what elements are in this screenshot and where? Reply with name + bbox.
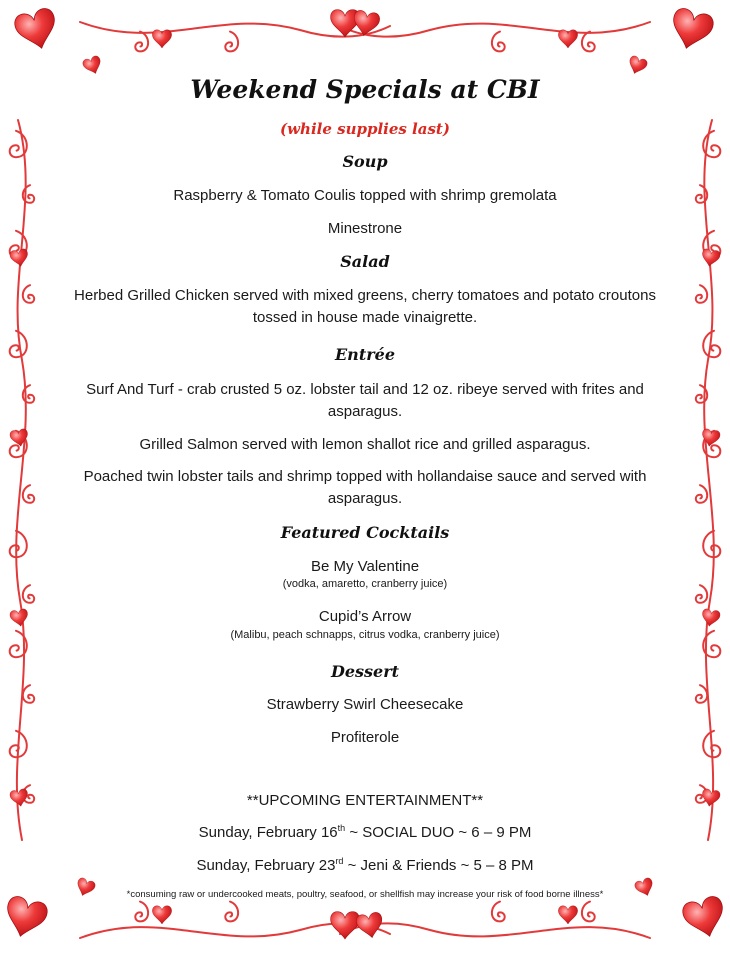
entertainment-heading: **UPCOMING ENTERTAINMENT** [246,792,484,809]
menu-item-entree-1-line2: asparagus. [327,403,403,420]
entertainment-event-1: Sunday, February 16th ~ SOCIAL DUO ~ 6 – 9 PM [198,823,532,841]
menu-subtitle: (while supplies last) [280,120,450,138]
food-safety-disclaimer: *consuming raw or undercooked meats, poultry, seafood, or shellfish may increase your risk of food borne illness* [126,889,604,900]
cocktail-name-2: Cupid’s Arrow [318,608,412,625]
cocktail-name-1: Be My Valentine [310,558,420,575]
menu-item-entree-1-line1: Surf And Turf - crab crusted 5 oz. lobster tail and 12 oz. ribeye served with frites and [86,381,644,398]
section-heading-dessert: Dessert [330,662,400,681]
section-heading-cocktails: Featured Cocktails [280,523,450,542]
section-heading-entree: Entrée [334,345,395,364]
menu-item-salad-1-line2: tossed in house made vinaigrette. [252,309,478,326]
menu-item-soup-1: Raspberry & Tomato Coulis topped with shrimp gremolata [173,187,557,204]
menu-title: Weekend Specials at CBI [190,75,540,104]
entertainment-event-2: Sunday, February 23rd ~ Jeni & Friends ~ 5 – 8 PM [196,856,534,874]
menu-item-entree-3-line2: asparagus. [327,490,403,507]
cocktail-ingredients-2: (Malibu, peach schnapps, citrus vodka, cranberry juice) [230,629,500,641]
menu-item-dessert-2: Profiterole [330,729,400,746]
menu-item-entree-2: Grilled Salmon served with lemon shallot rice and grilled asparagus. [139,436,591,453]
section-heading-salad: Salad [340,252,390,271]
menu-item-salad-1-line1: Herbed Grilled Chicken served with mixed greens, cherry tomatoes and potato croutons [74,287,656,304]
section-heading-soup: Soup [342,152,388,171]
menu-item-dessert-1: Strawberry Swirl Cheesecake [266,696,464,713]
cocktail-ingredients-1: (vodka, amaretto, cranberry juice) [282,578,448,590]
menu-item-soup-2: Minestrone [327,220,403,237]
menu-item-entree-3-line1: Poached twin lobster tails and shrimp topped with hollandaise sauce and served with [83,468,647,485]
